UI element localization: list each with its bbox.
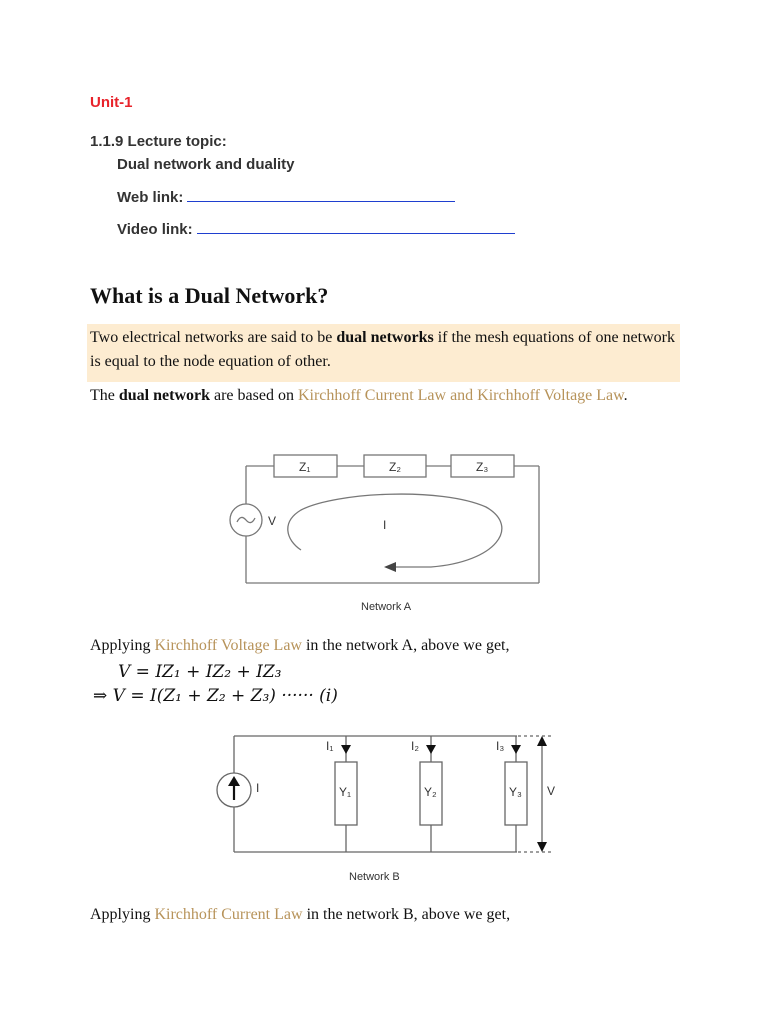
kvl-part-1: Applying bbox=[90, 637, 155, 654]
based-part-2: are based on bbox=[210, 387, 298, 404]
kcl-paragraph bbox=[90, 906, 510, 924]
web-link-blank[interactable] bbox=[187, 187, 455, 202]
y2-label: Y₂ bbox=[424, 785, 437, 799]
y1-label: Y₁ bbox=[339, 785, 352, 799]
based-part-1: The bbox=[90, 387, 119, 404]
definition-bold: dual networks bbox=[336, 329, 434, 346]
based-end: . bbox=[623, 387, 628, 404]
current-label: I bbox=[383, 518, 387, 532]
definition-part-2: if the mesh equations of one network is equal to the node equation of other. bbox=[90, 329, 675, 370]
kvl-paragraph bbox=[90, 637, 509, 655]
kvl-part-2: in the network A, above we get, bbox=[301, 637, 510, 654]
network-a-diagram bbox=[226, 452, 546, 617]
source-current-label: I bbox=[256, 781, 260, 795]
definition-highlight bbox=[87, 324, 680, 382]
based-bold: dual network bbox=[118, 387, 210, 404]
i2-label: I₂ bbox=[411, 739, 419, 753]
kcl-part-1: Applying bbox=[90, 906, 155, 923]
page-title: What is a Dual Network? bbox=[90, 283, 329, 308]
kvl-link[interactable]: Kirchhoff Voltage Law bbox=[154, 637, 302, 654]
z1-label: Z₁ bbox=[299, 460, 311, 474]
z3-label: Z₃ bbox=[476, 460, 489, 474]
unit-label: Unit-1 bbox=[90, 94, 133, 111]
video-link-label: Video link: bbox=[117, 221, 193, 238]
voltage-label: V bbox=[547, 784, 556, 798]
web-link-row bbox=[117, 187, 455, 206]
definition-text bbox=[87, 324, 680, 376]
lecture-topic-label: 1.1.9 Lecture topic: bbox=[90, 133, 227, 150]
voltage-label: V bbox=[268, 514, 277, 528]
equation-1: V = IZ₁ + IZ₂ + IZ₃ bbox=[118, 662, 282, 682]
video-link-row bbox=[117, 219, 515, 238]
kcl-part-2: in the network B, above we get, bbox=[302, 906, 511, 923]
kcl-link[interactable]: Kirchhoff Current Law bbox=[154, 906, 303, 923]
i1-label: I₁ bbox=[326, 739, 334, 753]
definition-part-1: Two electrical networks are said to be bbox=[90, 329, 337, 346]
network-b-caption: Network B bbox=[349, 871, 400, 883]
y3-label: Y₃ bbox=[509, 785, 522, 799]
based-on-paragraph bbox=[90, 384, 680, 408]
i3-label: I₃ bbox=[496, 739, 505, 753]
network-b-diagram bbox=[212, 732, 562, 887]
kirchhoff-laws-link[interactable]: Kirchhoff Current Law and Kirchhoff Voltage Law bbox=[297, 387, 624, 404]
web-link-label: Web link: bbox=[117, 189, 184, 206]
equation-2: ⇒ V = I(Z₁ + Z₂ + Z₃) ······ (i) bbox=[93, 686, 338, 706]
video-link-blank[interactable] bbox=[197, 219, 515, 234]
network-a-caption: Network A bbox=[361, 601, 412, 613]
lecture-topic-title: Dual network and duality bbox=[117, 156, 295, 173]
z2-label: Z₂ bbox=[389, 460, 401, 474]
